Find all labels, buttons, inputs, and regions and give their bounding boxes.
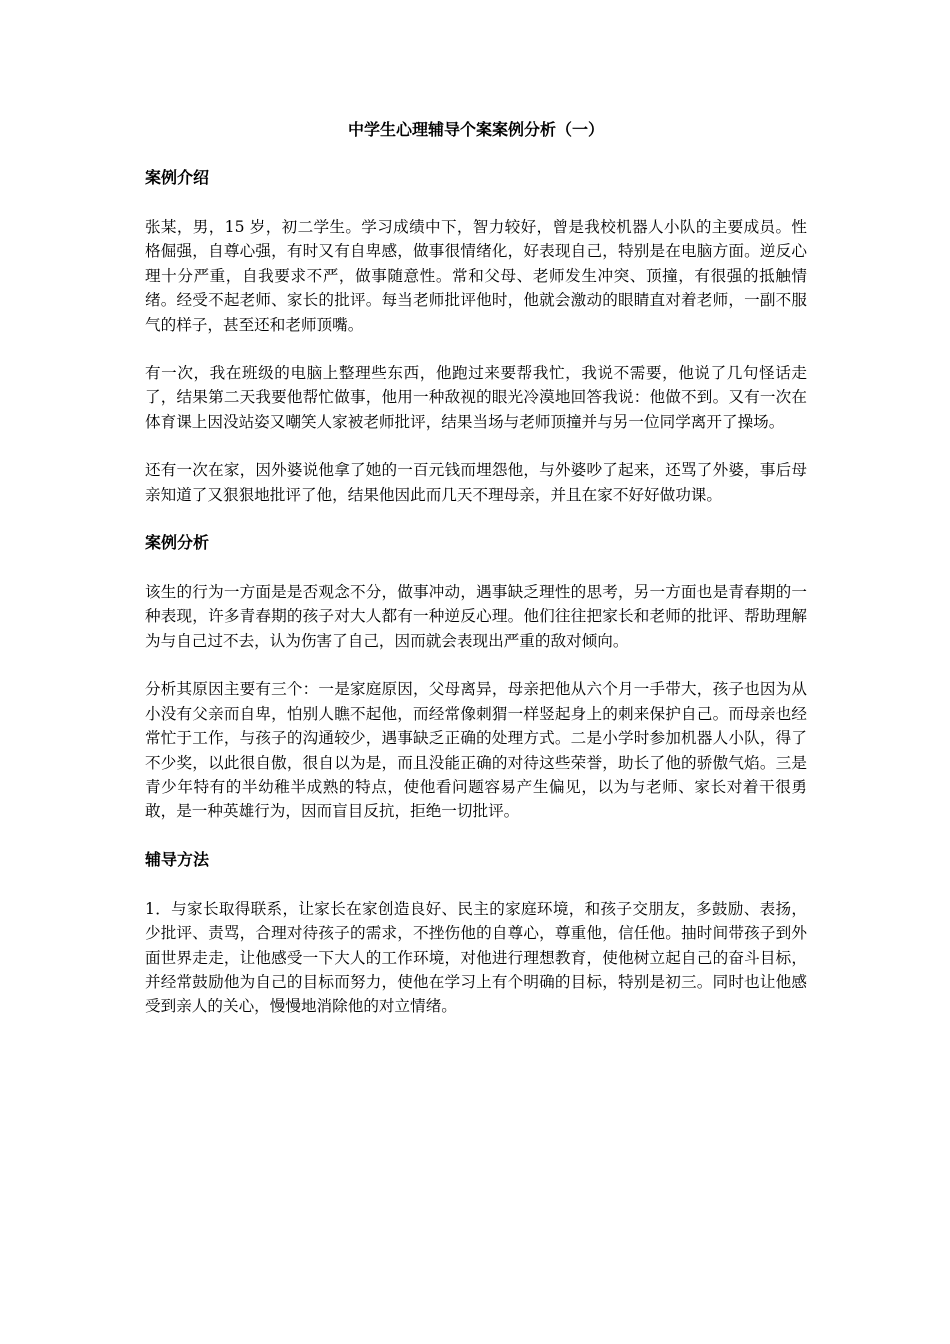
paragraph: 还有一次在家，因外婆说他拿了她的一百元钱而埋怨他，与外婆吵了起来，还骂了外婆，事后母亲知道了又狠狠地批评了他，结果他因此而几天不理母亲，并且在家不好好做功课。 xyxy=(145,461,807,504)
section-case-introduction xyxy=(145,166,807,507)
paragraph: 分析其原因主要有三个：一是家庭原因，父母离异，母亲把他从六个月一手带大，孩子也因为从小没有父亲而自卑，怕别人瞧不起他，而经常像刺猬一样竖起身上的刺来保护自己。而母亲也经常忙于工作，与孩子的沟通较少，遇事缺乏正确的处理方式。二是小学时参加机器人小队，得了不少奖，以此很自傲，很自以为是，而且没能正确的对待这些荣誉，助长了他的骄傲气焰。三是青少年特有的半幼稚半成熟的特点，使他看问题容易产生偏见，以为与老师、家长对着干很勇敢，是一种英雄行为，因而盲目反抗，拒绝一切批评。 xyxy=(145,680,807,821)
paragraph: 张某，男，15 岁，初二学生。学习成绩中下，智力较好，曾是我校机器人小队的主要成员。性格倔强，自尊心强，有时又有自卑感，做事很情绪化，好表现自己，特别是在电脑方面。逆反心理十分严重，自我要求不严，做事随意性。常和父母、老师发生冲突、顶撞，有很强的抵触情绪。经受不起老师、家长的批评。每当老师批评他时，他就会激动的眼睛直对着老师，一副不服气的样子，甚至还和老师顶嘴。 xyxy=(145,218,807,334)
section-heading: 案例介绍 xyxy=(145,168,210,187)
section-case-analysis xyxy=(145,531,807,824)
document-page xyxy=(145,118,807,1043)
paragraph: 该生的行为一方面是是否观念不分，做事冲动，遇事缺乏理性的思考，另一方面也是青春期的一种表现，许多青春期的孩子对大人都有一种逆反心理。他们往往把家长和老师的批评、帮助理解为与自己过不去，认为伤害了自己，因而就会表现出严重的敌对倾向。 xyxy=(145,583,807,650)
paragraph: 1．与家长取得联系，让家长在家创造良好、民主的家庭环境，和孩子交朋友，多鼓励、表扬，少批评、责骂，合理对待孩子的需求，不挫伤他的自尊心，尊重他，信任他。抽时间带孩子到外面世界走走，让他感受一下大人的工作环境，对他进行理想教育，使他树立起自己的奋斗目标，并经常鼓励他为自己的目标而努力，使他在学习上有个明确的目标，特别是初三。同时也让他感受到亲人的关心，慢慢地消除他的对立情绪。 xyxy=(145,899,807,1016)
section-heading: 案例分析 xyxy=(145,533,210,553)
paragraph: 有一次，我在班级的电脑上整理些东西，他跑过来要帮我忙，我说不需要，他说了几句怪话走了，结果第二天我要他帮忙做事，他用一种敌视的眼光冷漠地回答我说：他做不到。又有一次在体育课上因没站姿又嘲笑人家被老师批评，结果当场与老师顶撞并与另一位同学离开了操场。 xyxy=(145,364,807,431)
section-counseling-methods xyxy=(145,848,807,1019)
document-title: 中学生心理辅导个案案例分析（一） xyxy=(347,120,604,139)
section-heading: 辅导方法 xyxy=(145,849,210,869)
